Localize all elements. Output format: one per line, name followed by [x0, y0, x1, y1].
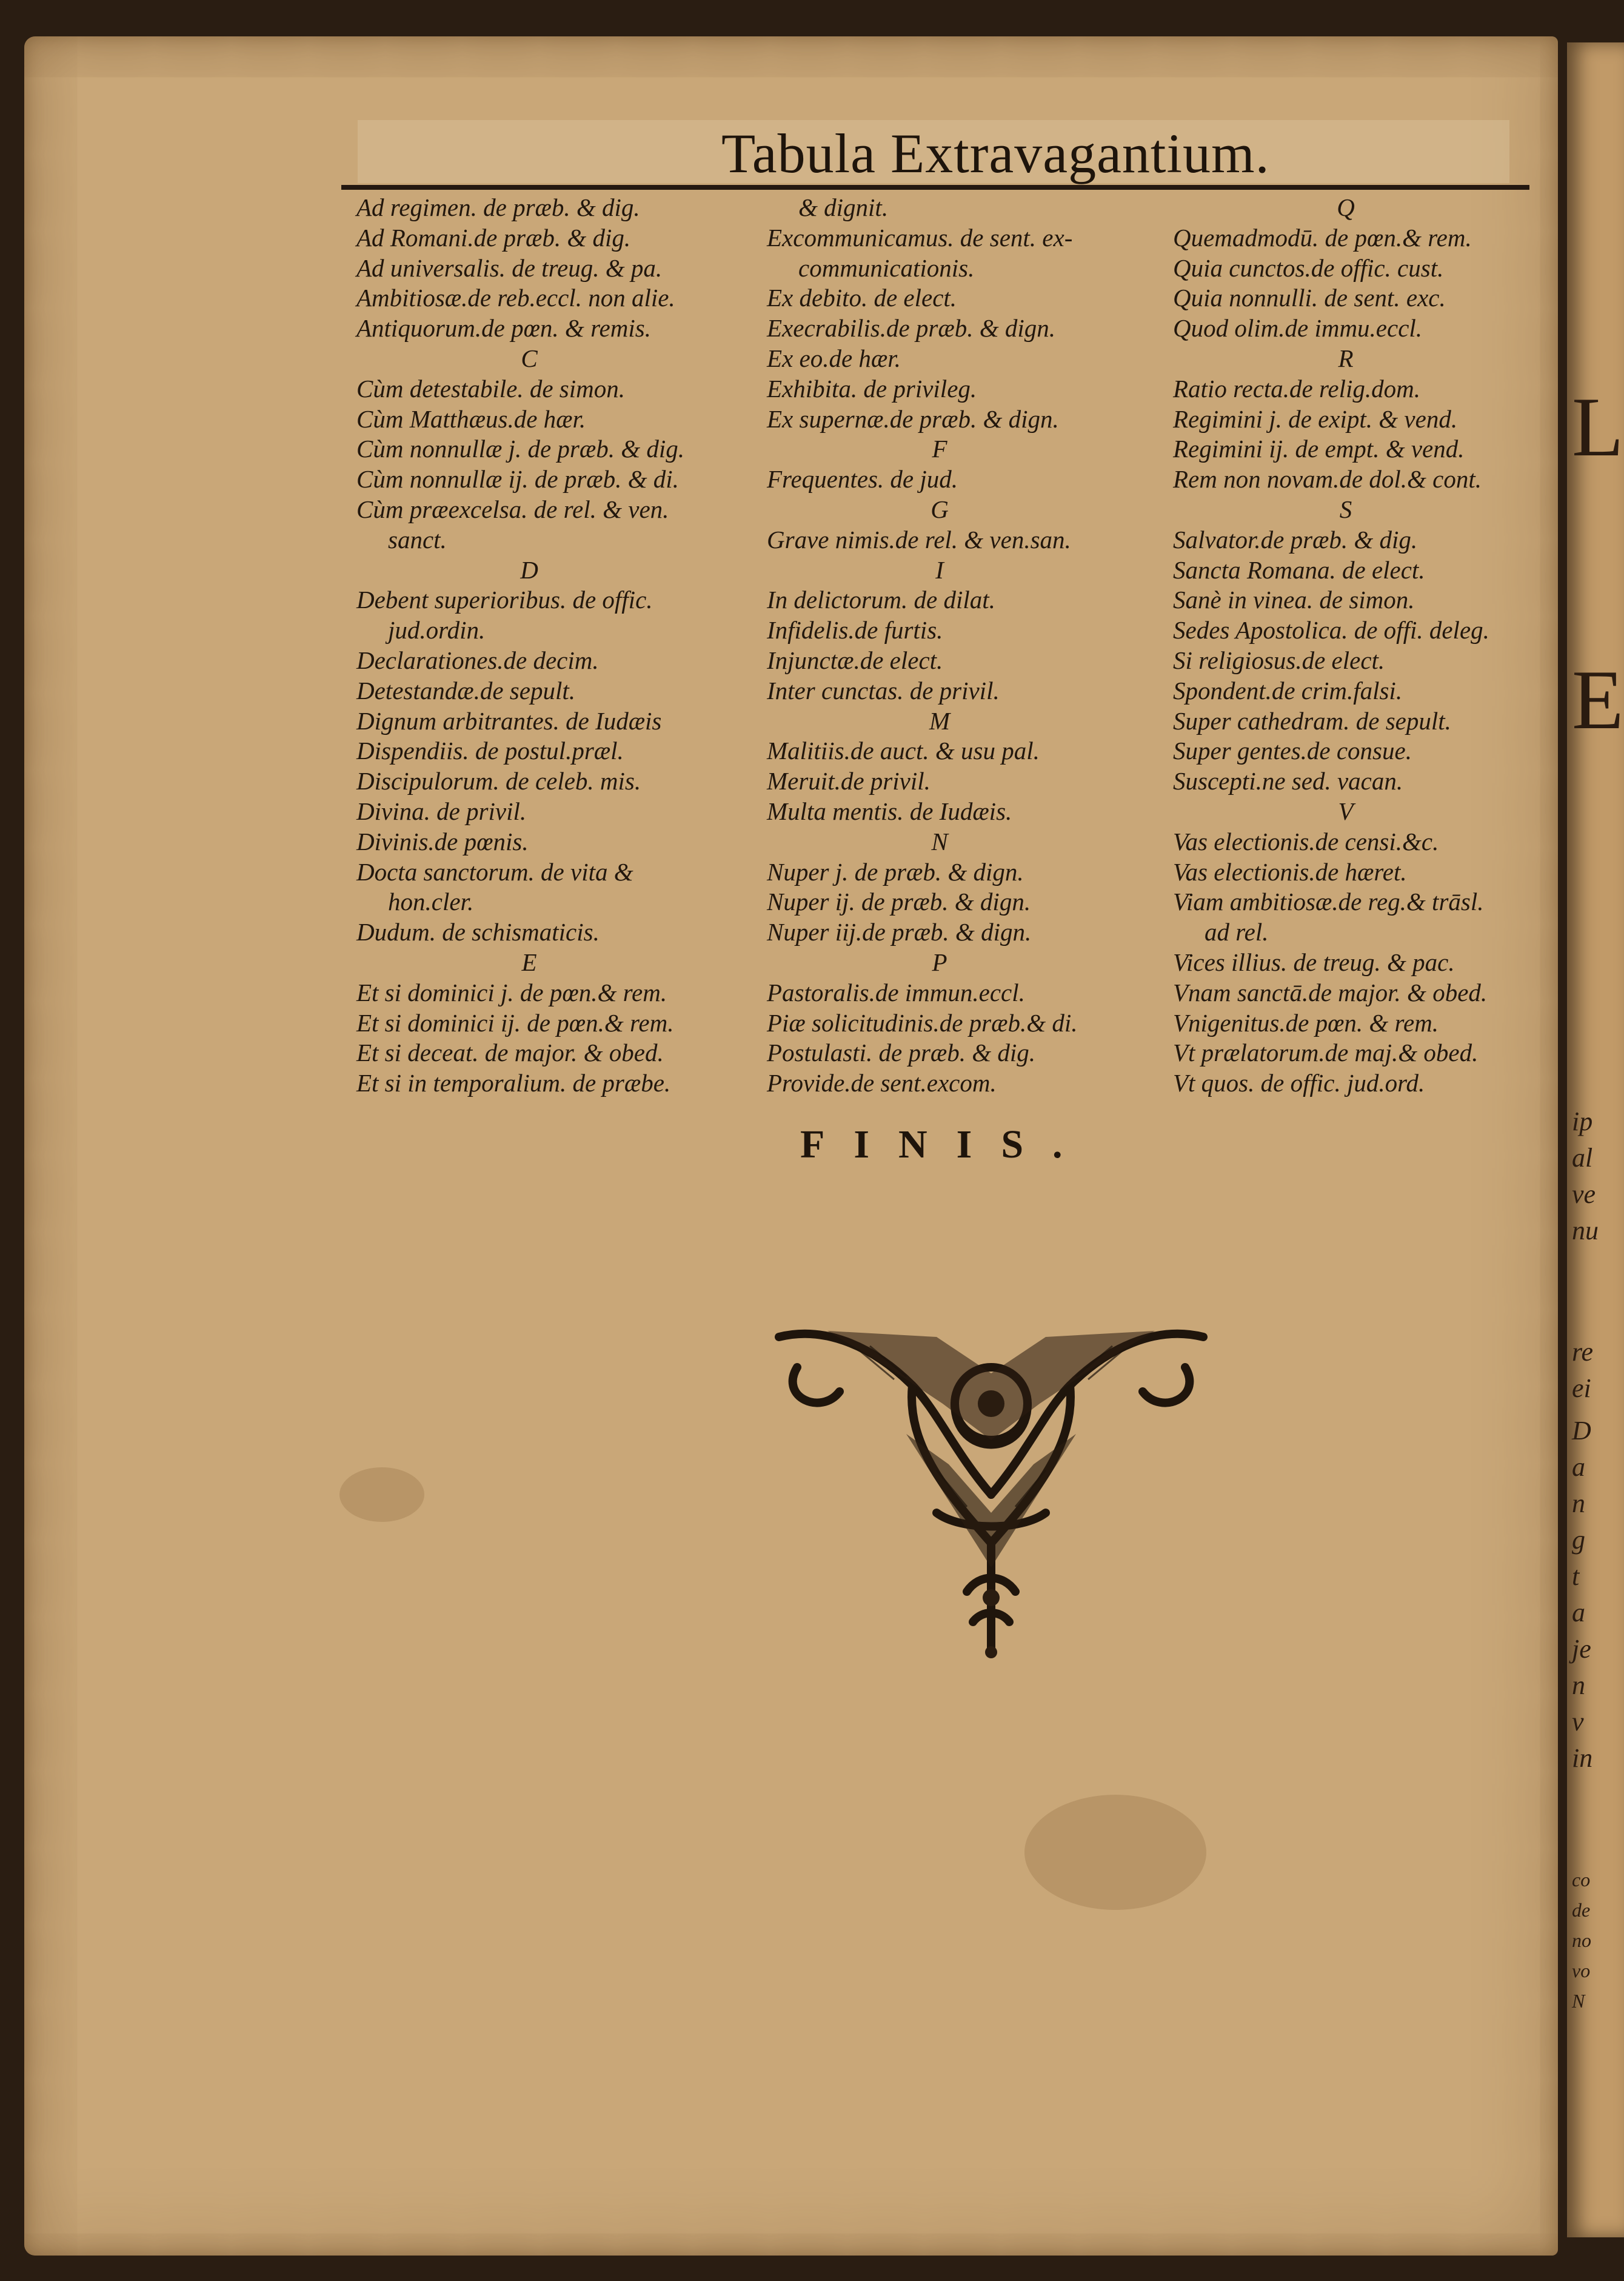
index-entry: Multa mentis. de Iudæis. — [767, 797, 1012, 825]
index-entry: Ad universalis. de treug. & pa. — [356, 253, 663, 282]
index-entry: Ratio recta.de relig.dom. — [1173, 374, 1421, 403]
index-entry: In delictorum. de dilat. — [767, 586, 995, 614]
section-letter: M — [929, 706, 951, 735]
index-entry: Et si dominici j. de pœn.& rem. — [356, 978, 667, 1007]
index-entry-continuation: hon.cler. — [388, 888, 474, 916]
facing-page-fragment: no — [1572, 1929, 1591, 1951]
index-entry: Viam ambitiosæ.de reg.& trāsl. — [1173, 888, 1484, 916]
index-entry: Et si in temporalium. de præbe. — [356, 1069, 671, 1097]
index-entry: Rem non novam.de dol.& cont. — [1173, 465, 1482, 494]
index-entry: Declarationes.de decim. — [356, 646, 599, 674]
index-entry: Cùm nonnullæ j. de præb. & dig. — [356, 435, 685, 463]
index-entry: Sedes Apostolica. de offi. deleg. — [1173, 616, 1489, 645]
index-entry: Inter cunctas. de privil. — [767, 676, 1000, 705]
foxing-spot — [1024, 1795, 1206, 1910]
finis-colophon: FINIS. — [800, 1122, 1092, 1167]
facing-page-fragment: D — [1572, 1416, 1591, 1445]
facing-page-fragment: E — [1572, 653, 1624, 747]
index-entry-continuation: sanct. — [388, 525, 447, 554]
running-title: Tabula Extravagantium. — [721, 122, 1270, 184]
index-entry: Detestandæ.de sepult. — [356, 676, 575, 705]
index-entry: Discipulorum. de celeb. mis. — [356, 767, 641, 796]
section-letter: V — [1338, 797, 1354, 825]
section-letter: N — [931, 827, 948, 856]
index-entry: Infidelis.de furtis. — [767, 616, 943, 645]
index-entry: Provide.de sent.excom. — [767, 1069, 997, 1097]
index-entry: Divinis.de pœnis. — [356, 827, 529, 856]
index-entry: Ex debito. de elect. — [767, 284, 957, 312]
index-entry: Docta sanctorum. de vita & — [356, 857, 633, 886]
facing-page-fragment: al — [1572, 1143, 1593, 1173]
section-letter: G — [931, 495, 949, 523]
index-entry: Vices illius. de treug. & pac. — [1173, 948, 1455, 976]
facing-page-fragment: ve — [1572, 1179, 1596, 1209]
index-entry: Salvator.de præb. & dig. — [1173, 525, 1418, 554]
index-entry: Dudum. de schismaticis. — [356, 918, 600, 946]
index-entry: Vnam sanctā.de major. & obed. — [1173, 978, 1488, 1007]
section-letter: R — [1338, 344, 1354, 372]
section-letter: E — [521, 948, 537, 976]
facing-page-fragment: in — [1572, 1743, 1593, 1773]
index-entry: Injunctæ.de elect. — [767, 646, 943, 674]
index-entry: Ad regimen. de præb. & dig. — [356, 193, 640, 221]
index-column-2 — [767, 193, 1167, 1099]
section-letter: C — [521, 344, 538, 372]
index-entry: Ex eo.de hær. — [767, 344, 901, 372]
index-entry: Ex supernæ.de præb. & dign. — [767, 404, 1059, 433]
index-entry: Regimini j. de exipt. & vend. — [1173, 404, 1458, 433]
index-entry: Super cathedram. de sepult. — [1173, 706, 1451, 735]
index-entry: Meruit.de privil. — [767, 767, 931, 796]
facing-page-fragment: N — [1572, 1990, 1585, 2012]
index-entry: Vt quos. de offic. jud.ord. — [1173, 1069, 1425, 1097]
tailpiece-ornament — [755, 1313, 1228, 1676]
facing-page-fragment: v — [1572, 1707, 1584, 1737]
index-entry: Quemadmodū. de pœn.& rem. — [1173, 223, 1472, 252]
index-entry: Postulasti. de præb. & dig. — [767, 1039, 1036, 1067]
index-entry: Ad Romani.de præb. & dig. — [356, 223, 631, 252]
index-column-3 — [1173, 193, 1573, 1099]
facing-page-fragment: je — [1572, 1634, 1591, 1664]
index-entry-continuation: jud.ordin. — [388, 616, 486, 645]
index-entry: Debent superioribus. de offic. — [356, 586, 653, 614]
index-entry: Sanè in vinea. de simon. — [1173, 586, 1415, 614]
facing-page-fragment: ei — [1572, 1373, 1591, 1403]
facing-page-fragment: n — [1572, 1670, 1585, 1700]
facing-page-edge — [1567, 42, 1624, 2237]
section-letter: Q — [1337, 193, 1355, 221]
index-entry: Excommunicamus. de sent. ex- — [767, 223, 1073, 252]
index-entry: Si religiosus.de elect. — [1173, 646, 1385, 674]
index-entry-continuation: communicationis. — [798, 253, 975, 282]
index-entry: Regimini ij. de empt. & vend. — [1173, 435, 1465, 463]
index-column-1 — [356, 193, 757, 1099]
index-entry: Grave nimis.de rel. & ven.san. — [767, 525, 1071, 554]
index-entry: Et si deceat. de major. & obed. — [356, 1039, 664, 1067]
foxing-spot — [339, 1467, 424, 1522]
index-entry: Frequentes. de jud. — [767, 465, 958, 494]
facing-page-fragment: ip — [1572, 1107, 1593, 1136]
index-entry: Vnigenitus.de pœn. & rem. — [1173, 1008, 1439, 1037]
index-entry: Piæ solicitudinis.de præb.& di. — [767, 1008, 1078, 1037]
facing-page-fragment: t — [1572, 1561, 1580, 1591]
index-entry-continuation: & dignit. — [798, 193, 889, 221]
section-letter: F — [932, 435, 947, 463]
index-entry: Cùm detestabile. de simon. — [356, 374, 625, 403]
index-entry: Vas electionis.de hæret. — [1173, 857, 1407, 886]
index-entry: Pastoralis.de immun.eccl. — [767, 978, 1025, 1007]
section-letter: I — [935, 555, 944, 584]
index-entry: Quod olim.de immu.eccl. — [1173, 314, 1423, 343]
facing-page-fragment: a — [1572, 1598, 1585, 1627]
index-entry: Nuper ij. de præb. & dign. — [767, 888, 1031, 916]
facing-page-fragment: co — [1572, 1869, 1591, 1891]
index-entry: Cùm Matthæus.de hær. — [356, 404, 586, 433]
index-entry: Vas electionis.de censi.&c. — [1173, 827, 1439, 856]
index-entry: Cùm nonnullæ ij. de præb. & di. — [356, 465, 679, 494]
facing-page-fragment: n — [1572, 1489, 1585, 1518]
index-entry: Execrabilis.de præb. & dign. — [767, 314, 1056, 343]
index-entry: Cùm præexcelsa. de rel. & ven. — [356, 495, 669, 523]
index-entry: Sancta Romana. de elect. — [1173, 555, 1425, 584]
index-entry: Et si dominici ij. de pœn.& rem. — [356, 1008, 674, 1037]
facing-page-fragment: g — [1572, 1525, 1585, 1555]
header-rule — [341, 185, 1529, 190]
index-entry: Exhibita. de privileg. — [767, 374, 977, 403]
index-entry: Nuper iij.de præb. & dign. — [767, 918, 1032, 946]
facing-page-fragment: vo — [1572, 1960, 1591, 1981]
index-entry: Antiquorum.de pœn. & remis. — [356, 314, 651, 343]
index-entry: Dispendiis. de postul.præl. — [356, 737, 624, 765]
facing-page-fragment: de — [1572, 1899, 1591, 1921]
facing-page-fragment: re — [1572, 1337, 1594, 1367]
index-entry: Spondent.de crim.falsi. — [1173, 676, 1403, 705]
index-entry: Vt prælatorum.de maj.& obed. — [1173, 1039, 1479, 1067]
index-entry: Suscepti.ne sed. vacan. — [1173, 767, 1403, 796]
facing-page-fragment: a — [1572, 1452, 1585, 1482]
section-letter: P — [932, 948, 947, 976]
index-entry: Ambitiosæ.de reb.eccl. non alie. — [356, 284, 675, 312]
index-entry: Quia cunctos.de offic. cust. — [1173, 253, 1444, 282]
index-entry: Super gentes.de consue. — [1173, 737, 1412, 765]
index-entry: Quia nonnulli. de sent. exc. — [1173, 284, 1446, 312]
section-letter: D — [520, 555, 538, 584]
index-entry: Dignum arbitrantes. de Iudæis — [356, 706, 662, 735]
facing-page-fragment: nu — [1572, 1216, 1599, 1245]
index-entry: Malitiis.de auct. & usu pal. — [767, 737, 1040, 765]
index-entry-continuation: ad rel. — [1205, 918, 1269, 946]
facing-page-fragment: L — [1572, 380, 1624, 474]
index-entry: Nuper j. de præb. & dign. — [767, 857, 1024, 886]
section-letter: S — [1339, 495, 1352, 523]
index-entry: Divina. de privil. — [356, 797, 527, 825]
